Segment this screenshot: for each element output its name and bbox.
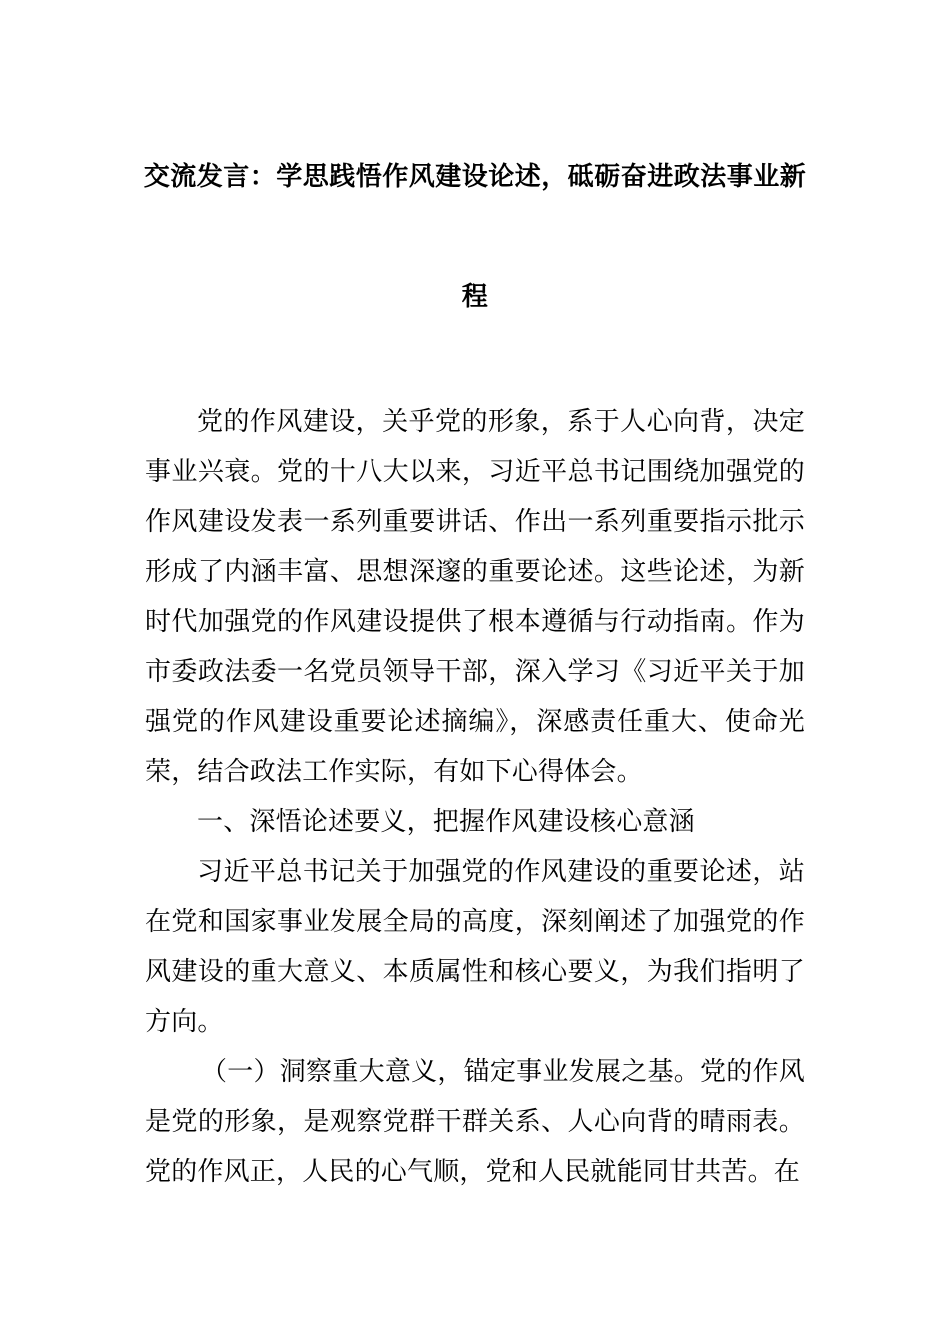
paragraph-subsection-1: （一）洞察重大意义，锚定事业发展之基。党的作风是党的形象，是观察党群干群关系、人心向背的晴雨表。党的作风正，人民的心气顺，党和人民就能同甘共苦。在 (145, 1057, 805, 1187)
paragraph-intro: 党的作风建设，关乎党的形象，系于人心向背，决定事业兴衰。党的十八大以来，习近平总书记围绕加强党的作风建设发表一系列重要讲话、作出一系列重要指示批示形成了内涵丰富、思想深邃的重要论述。这些论述，为新时代加强党的作风建设提供了根本遵循与行动指南。作为市委政法委一名党员领导干部，深入学习《习近平关于加强党的作风建设重要论述摘编》，深感责任重大、使命光荣，结合政法工作实际，有如下心得体会。 (145, 407, 805, 787)
document-title-line-1: 交流发言：学思践悟作风建设论述，砥砺奋进政法事业新 (143, 162, 807, 192)
section-heading-1: 一、深悟论述要义，把握作风建设核心意涵 (197, 807, 695, 837)
document-body (145, 397, 805, 1197)
document-title-line-2: 程 (461, 282, 489, 312)
paragraph-section-1: 习近平总书记关于加强党的作风建设的重要论述，站在党和国家事业发展全局的高度，深刻阐述了加强党的作风建设的重大意义、本质属性和核心要义，为我们指明了方向。 (145, 857, 805, 1037)
